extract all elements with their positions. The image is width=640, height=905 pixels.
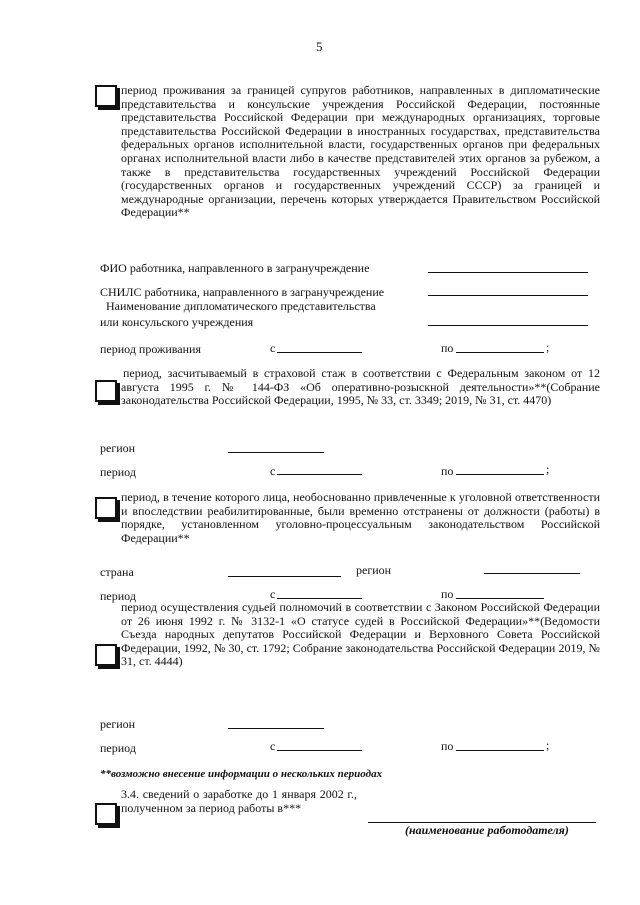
residence-period-label: период проживания [100,342,201,356]
rehab-period-label: период [100,589,136,603]
rehab-checkbox[interactable] [95,497,117,519]
ora-description: период, засчитываемый в страховой стаж в соответствии с Федеральным законом от 12 августа 1995 г. № 144-ФЗ «Об оперативно-розыскной деятельности»**(Собрание законодательства Российской Федерации, 1995, № 33, ст. 3349; 2019, № 31, ст. 4470) [121,366,600,408]
mission-label-line1: Наименование дипломатического представительства [106,299,376,313]
abroad-checkbox[interactable] [95,85,117,107]
rehab-from-field[interactable] [277,598,362,599]
rehab-to-label: по [441,587,454,601]
fio-label: ФИО работника, направленного в загранучреждение [100,261,370,275]
fio-field[interactable] [428,272,588,273]
residence-to-field[interactable] [456,352,544,353]
residence-from-label: с [270,341,276,355]
rehab-country-label: страна [100,565,134,579]
ora-semicolon: ; [546,462,550,476]
ora-period-label: период [100,465,136,479]
rehab-region-field[interactable] [484,573,580,574]
judge-semicolon: ; [546,738,550,752]
ora-checkbox[interactable] [95,380,117,402]
judge-region-label: регион [100,717,136,731]
mission-field[interactable] [428,325,588,326]
abroad-description: период проживания за границей супругов работников, направленных в дипломатические представительства и консульские учреждения Российской Федерации, постоянные представительства Российской Федерации при международных организациях, торговые представительства Российской Федерации в иностранных государствах, представительства федеральных органов исполнительной власти, государственных органов при федеральных органах исполнительной власти либо в качестве представителей этих органов за рубежом, а также в представительства государственных учреждений Российской Федерации (государственных органов и государственных учреждений СССР) за границей и международные организации, перечень которых утверждается Правительством Российской Федерации** [121,83,600,220]
rehab-to-field[interactable] [456,598,544,599]
rehab-country-field[interactable] [228,576,341,577]
rehab-description: период, в течение которого лица, необоснованно привлеченные к уголовной ответственности и впоследствии реабилитированные, были временно отстранены от должности (работы) в порядке, установленном уголовно-процессуальным законодательством Российской Федерации** [121,490,600,545]
ora-to-field[interactable] [456,474,544,475]
residence-semicolon: ; [546,340,550,354]
judge-period-label: период [100,741,136,755]
footnote: **возможно внесение информации о нескольких периодах [100,768,383,780]
rehab-from-label: с [270,587,276,601]
ora-to-label: по [441,464,454,478]
ora-region-label: регион [100,441,136,455]
earnings-checkbox[interactable] [95,803,117,825]
ora-region-field[interactable] [228,452,324,453]
residence-to-label: по [441,341,454,355]
judge-from-field[interactable] [277,750,362,751]
ora-from-label: с [270,464,276,478]
judge-description: период осуществления судьей полномочий в соответствии с Законом Российской Федерации от 26 июня 1992 г. № 3132-1 «О статусе судей в Российской Федерации»**(Ведомости Съезда народных депутатов Российской Федерации и Верховного Совета Российской Федерации, 1992, № 30, ст. 1792; Собрание законодательства Российской Федерации 2019, № 31, ст. 4444) [121,600,600,669]
judge-region-field[interactable] [228,728,324,729]
rehab-region-label: регион [356,563,392,577]
judge-to-label: по [441,739,454,753]
mission-label-line2: или консульского учреждения [100,315,254,329]
snils-label: СНИЛС работника, направленного в загранучреждение [100,285,385,299]
residence-from-field[interactable] [277,352,362,353]
ora-from-field[interactable] [277,474,362,475]
earnings-description: 3.4. сведений о заработке до 1 января 2002 г., полученном за период работы в*** [121,787,357,815]
employer-caption: (наименование работодателя) [405,823,569,837]
page-number: 5 [316,39,323,54]
judge-to-field[interactable] [456,750,544,751]
snils-field[interactable] [428,295,588,296]
judge-from-label: с [270,739,276,753]
judge-checkbox[interactable] [95,644,117,666]
